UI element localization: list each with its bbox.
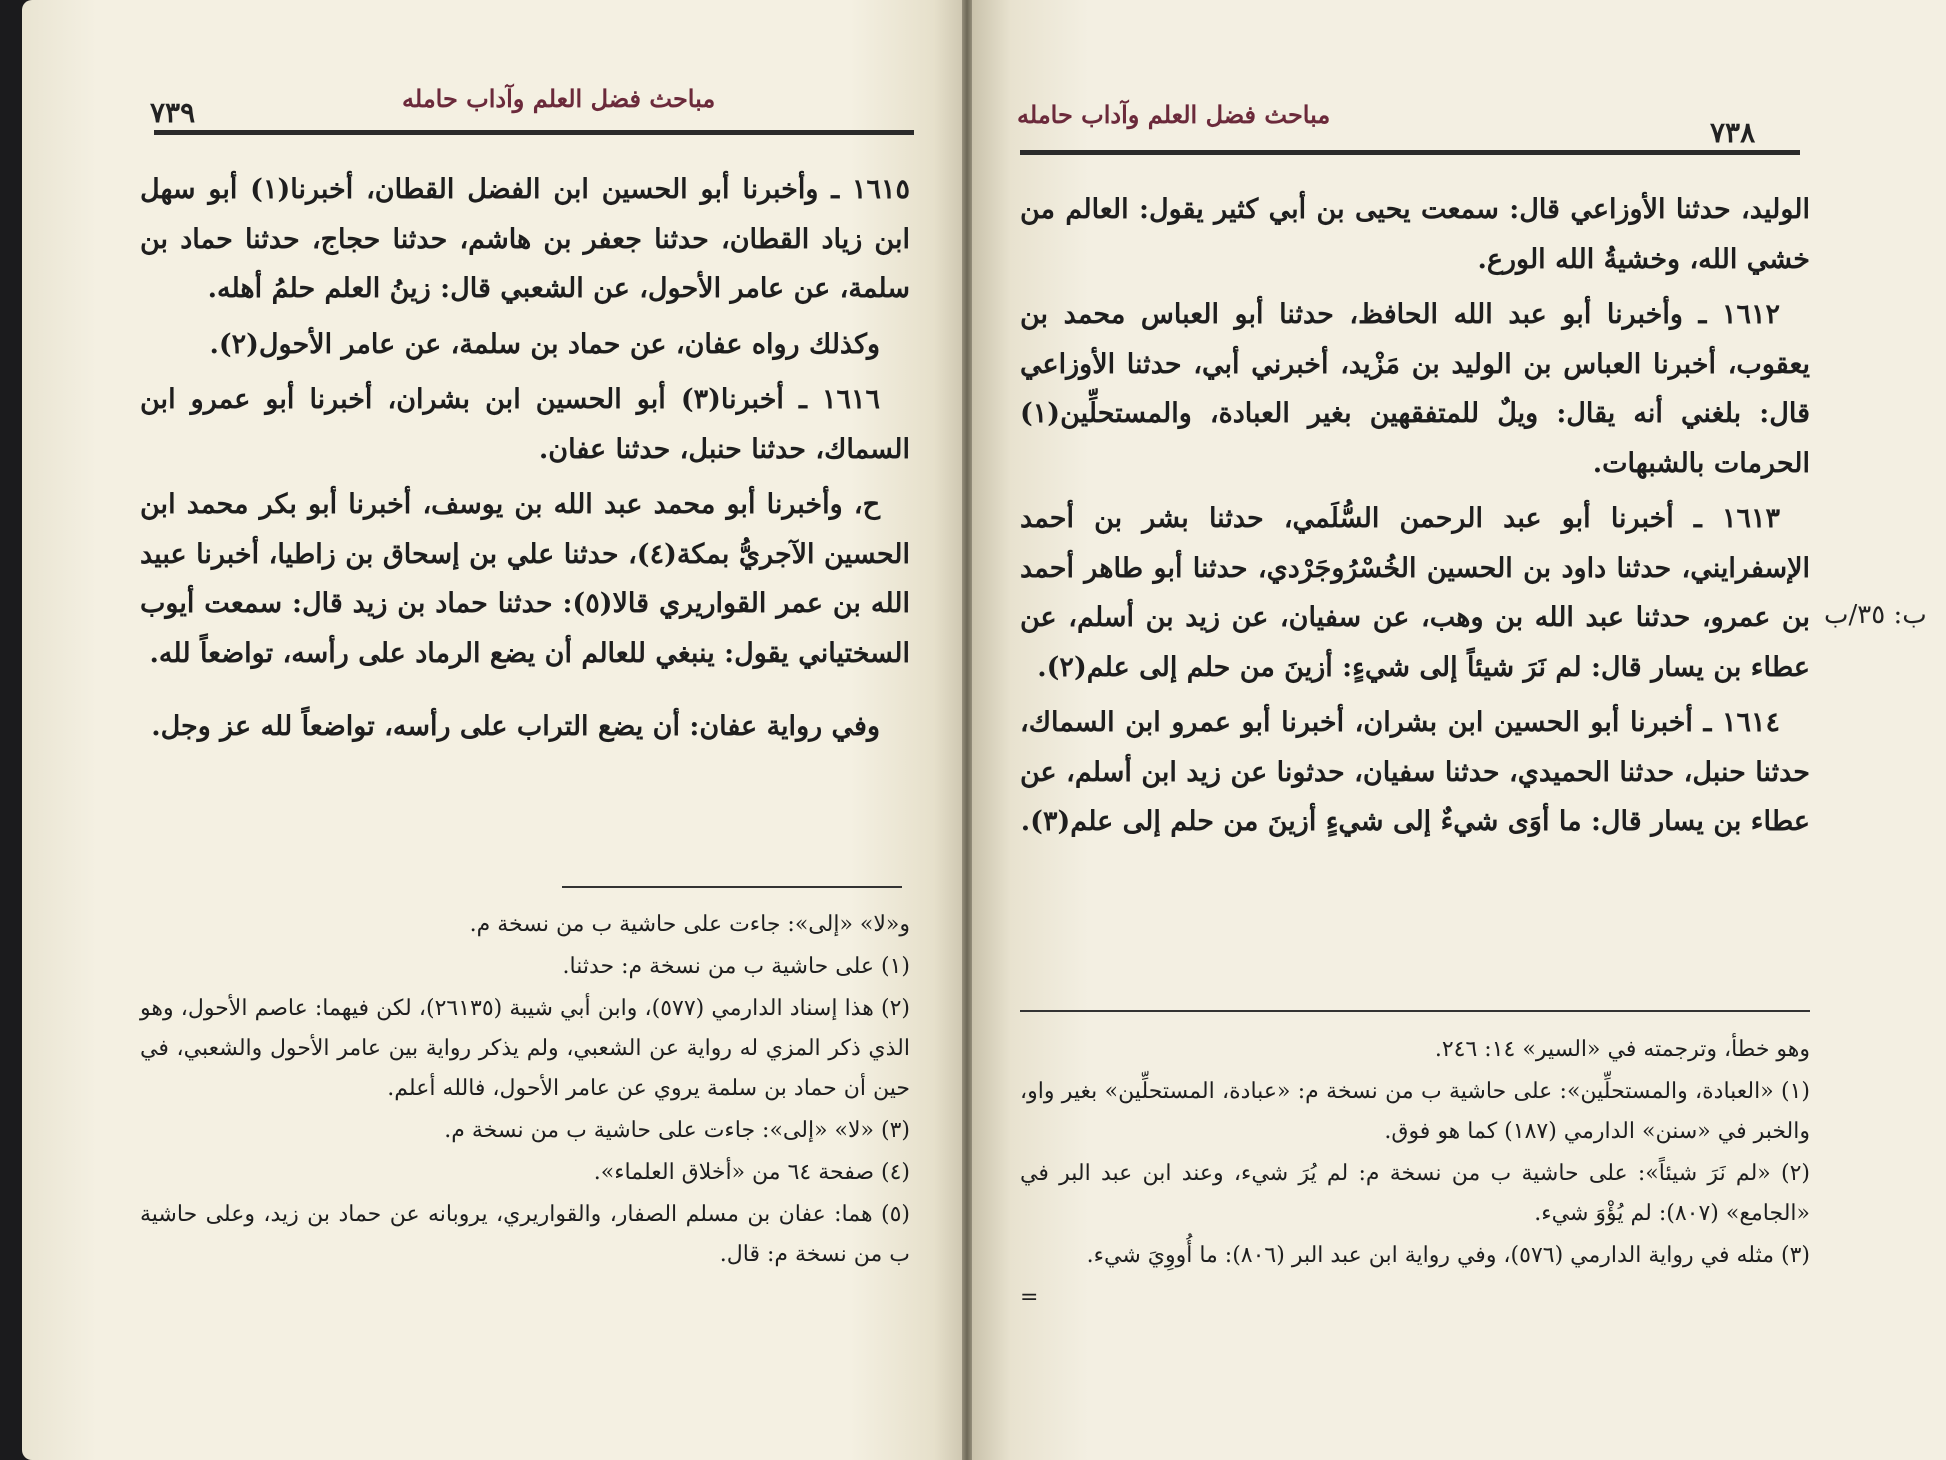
footnote-separator	[1020, 1010, 1810, 1012]
header-rule	[154, 130, 914, 135]
running-title: مباحث فضل العلم وآداب حامله	[402, 84, 716, 113]
footnote: (٢) هذا إسناد الدارمي (٥٧٧)، وابن أبي شيبة (٢٦١٣٥)، لكن فيهما: عاصم الأحول، وهو الذي ذكر المزي له رواية عن الشعبي، ولم يذكر رواية بين عامر الأحول والشعبي، في حين أن حماد بن سلمة يروي عن عامر الأحول، فالله أعلم.	[140, 996, 910, 1101]
footnote: (١) على حاشية ب من نسخة م: حدثنا.	[562, 954, 910, 979]
continuation-mark: =	[1020, 1285, 1039, 1310]
page-number: ٧٣٩	[150, 96, 196, 129]
header-rule	[1020, 150, 1800, 155]
footnote: وهو خطأ، وترجمته في «السير» ١٤: ٢٤٦.	[1434, 1037, 1810, 1062]
paragraph: ١٦١٣ ـ أخبرنا أبو عبد الرحمن السُّلَمي، حدثنا بشر بن أحمد الإسفرايني، حدثنا داود بن الحسين الخُسْرُوجَرْدي، حدثنا أبو طاهر أحمد بن عمرو، حدثنا عبد الله بن وهب، عن سفيان، عن زيد بن أسلم، عن عطاء بن يسار قال: لم نَرَ شيئاً إلى شيءٍ: أزينَ من حلم إلى علم(٢).	[1020, 503, 1810, 683]
footnote: (٤) صفحة ٦٤ من «أخلاق العلماء».	[593, 1160, 910, 1185]
page-number: ٧٣٨	[1710, 116, 1756, 149]
footnote: و«لا» «إلى»: جاءت على حاشية ب من نسخة م.	[469, 912, 910, 937]
left-page	[22, 0, 962, 1460]
right-body	[1020, 185, 1810, 853]
margin-folio-note: ب: ٣٥/ب	[1824, 600, 1927, 630]
left-body	[140, 165, 910, 758]
left-footnotes	[140, 905, 910, 1275]
right-page	[972, 0, 1946, 1460]
paragraph: ١٦١٢ ـ وأخبرنا أبو عبد الله الحافظ، حدثنا أبو العباس محمد بن يعقوب، أخبرنا العباس بن الوليد بن مَزْيد، أخبرني أبي، حدثنا الأوزاعي قال: بلغني أنه يقال: ويلٌ للمتفقهين بغير العبادة، والمستحلِّين(١) الحرمات بالشبهات.	[1020, 299, 1810, 479]
right-footnotes	[1020, 1030, 1810, 1318]
footnote: (١) «العبادة، والمستحلِّين»: على حاشية ب من نسخة م: «عبادة، المستحلِّين» بغير واو، والخبر في «سنن» الدارمي (١٨٧) كما هو فوق.	[1020, 1079, 1810, 1144]
paragraph: وفي رواية عفان: أن يضع التراب على رأسه، تواضعاً لله عز وجل.	[151, 711, 880, 742]
paragraph: الوليد، حدثنا الأوزاعي قال: سمعت يحيى بن أبي كثير يقول: العالم من خشي الله، وخشيةُ الله الورع.	[1020, 194, 1810, 275]
footnote: (٢) «لم نَرَ شيئاً»: على حاشية ب من نسخة م: لم يُرَ شيء، وعند ابن عبد البر في «الجامع» (٨٠٧): لم يُؤْوَ شيء.	[1020, 1161, 1810, 1226]
running-title: مباحث فضل العلم وآداب حامله	[1017, 100, 1331, 129]
footnote: (٣) «لا» «إلى»: جاءت على حاشية ب من نسخة م.	[444, 1118, 910, 1143]
paragraph: وكذلك رواه عفان، عن حماد بن سلمة، عن عامر الأحول(٢).	[209, 328, 880, 360]
footnote: (٥) هما: عفان بن مسلم الصفار، والقواريري، يروبانه عن حماد بن زيد، وعلى حاشية ب من نسخة م: قال.	[140, 1202, 910, 1267]
paragraph: ح، وأخبرنا أبو محمد عبد الله بن يوسف، أخبرنا أبو بكر محمد ابن الحسين الآجريُّ بمكة(٤)، حدثنا علي بن إسحاق بن زاطيا، أخبرنا عبيد الله بن عمر القواريري قالا(٥): حدثنا حماد بن زيد قال: سمعت أيوب السختياني يقول: ينبغي للعالم أن يضع الرماد على رأسه، تواضعاً لله.	[140, 489, 911, 669]
footnote: (٣) مثله في رواية الدارمي (٥٧٦)، وفي رواية ابن عبد البر (٨٠٦): ما أُووِيَ شيء.	[1086, 1243, 1810, 1268]
paragraph: ١٦١٦ ـ أخبرنا(٣) أبو الحسين ابن بشران، أخبرنا أبو عمرو ابن السماك، حدثنا حنبل، حدثنا عفان.	[140, 384, 910, 465]
paragraph: ١٦١٥ ـ وأخبرنا أبو الحسين ابن الفضل القطان، أخبرنا(١) أبو سهل ابن زياد القطان، حدثنا جعفر بن هاشم، حدثنا حجاج، حدثنا حماد بن سلمة، عن عامر الأحول، عن الشعبي قال: زينُ العلم حلمُ أهله.	[140, 174, 910, 304]
paragraph: ١٦١٤ ـ أخبرنا أبو الحسين ابن بشران، أخبرنا أبو عمرو ابن السماك، حدثنا حنبل، حدثنا الحميدي، حدثنا سفيان، حدثونا عن زيد ابن أسلم، عن عطاء بن يسار قال: ما أوَى شيءٌ إلى شيءٍ أزينَ من حلم إلى علم(٣).	[1020, 707, 1810, 837]
footnote-separator	[562, 886, 902, 888]
